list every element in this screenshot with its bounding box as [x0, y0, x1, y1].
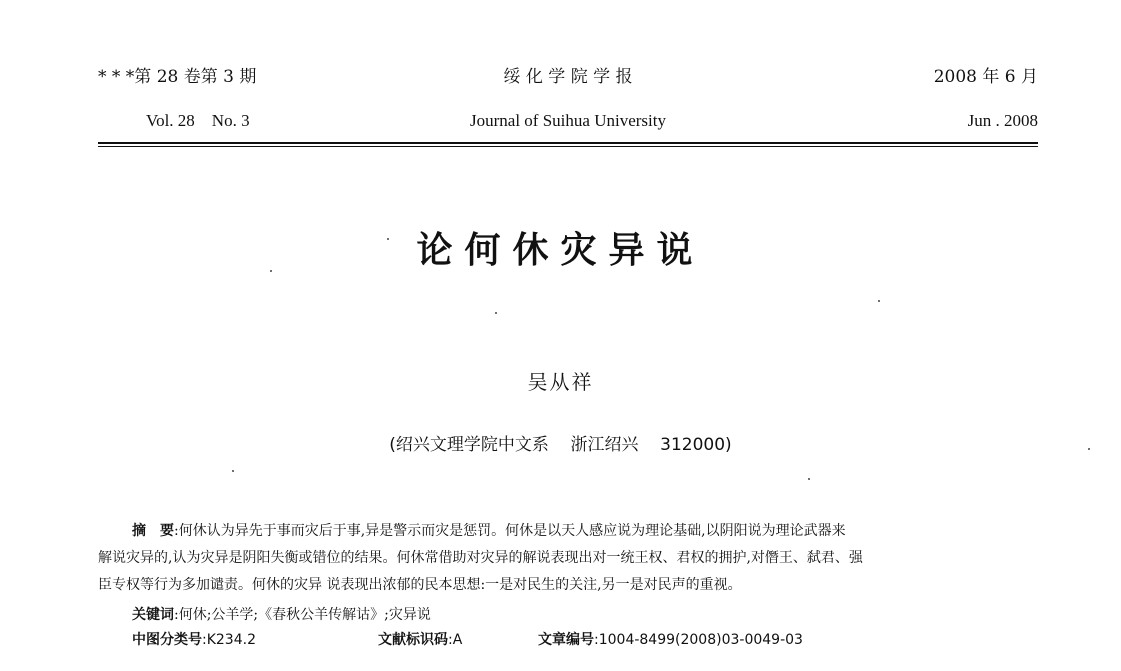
header-rule-thick: [98, 142, 1038, 144]
clc-value: :K234.2: [202, 632, 256, 648]
clc-label: 中图分类号: [132, 632, 202, 648]
keywords-text: :何休;公羊学;《春秋公羊传解诂》;灾异说: [174, 607, 431, 623]
scan-speck: [270, 270, 272, 272]
author-name: 吴从祥: [527, 370, 594, 394]
running-header: [98, 62, 1038, 132]
keywords: [132, 604, 431, 624]
abstract-line: [98, 545, 1038, 572]
document-code: [378, 629, 462, 649]
clc-number: [132, 629, 256, 649]
abstract-line: [98, 572, 1038, 599]
abstract: [98, 518, 1038, 599]
classification-row: [132, 629, 1038, 653]
scan-speck: [878, 300, 880, 302]
article-number-value: :1004-8499(2008)03-0049-03: [594, 632, 803, 648]
scan-speck: [495, 312, 497, 314]
document-code-label: 文献标识码: [378, 632, 448, 648]
issue-cn: * * *第 28 卷第 3 期: [98, 67, 257, 87]
article-title: 论何休灾异说: [416, 230, 705, 271]
journal-name-cn: 绥 化 学 院 学 报: [503, 67, 633, 87]
date-en: Jun . 2008: [967, 111, 1038, 130]
header-rule-thin: [98, 146, 1038, 147]
header-row-english: [98, 106, 1038, 136]
header-row-chinese: [98, 62, 1038, 92]
abstract-text: :何休认为异先于事而灾后于事,异是警示而灾是惩罚。何休是以天人感应说为理论基础,以阴阳说为理论武器来: [174, 523, 846, 539]
scan-speck: [387, 238, 389, 240]
journal-name-en: Journal of Suihua University: [470, 111, 666, 130]
article-number: [538, 629, 803, 649]
scan-speck: [1088, 448, 1090, 450]
article-number-label: 文章编号: [538, 632, 594, 648]
scan-speck: [232, 470, 234, 472]
issue-en: Vol. 28 No. 3: [146, 111, 250, 130]
abstract-label: 摘 要: [132, 523, 174, 539]
scan-speck: [808, 478, 810, 480]
document-code-value: :A: [448, 632, 463, 648]
keywords-label: 关键词: [132, 607, 174, 623]
abstract-line: [98, 518, 1038, 545]
abstract-text: 臣专权等行为多加谴责。何休的灾异 说表现出浓郁的民本思想:一是对民生的关注,另一是对民声的重视。: [98, 577, 742, 593]
author-affiliation: (绍兴文理学院中文系 浙江绍兴 312000): [389, 435, 732, 455]
abstract-text: 解说灾异的,认为灾异是阴阳失衡或错位的结果。何休常借助对灾异的解说表现出对一统王权、君权的拥护,对僭王、弑君、强: [98, 550, 863, 566]
date-cn: 2008 年 6 月: [933, 67, 1038, 87]
